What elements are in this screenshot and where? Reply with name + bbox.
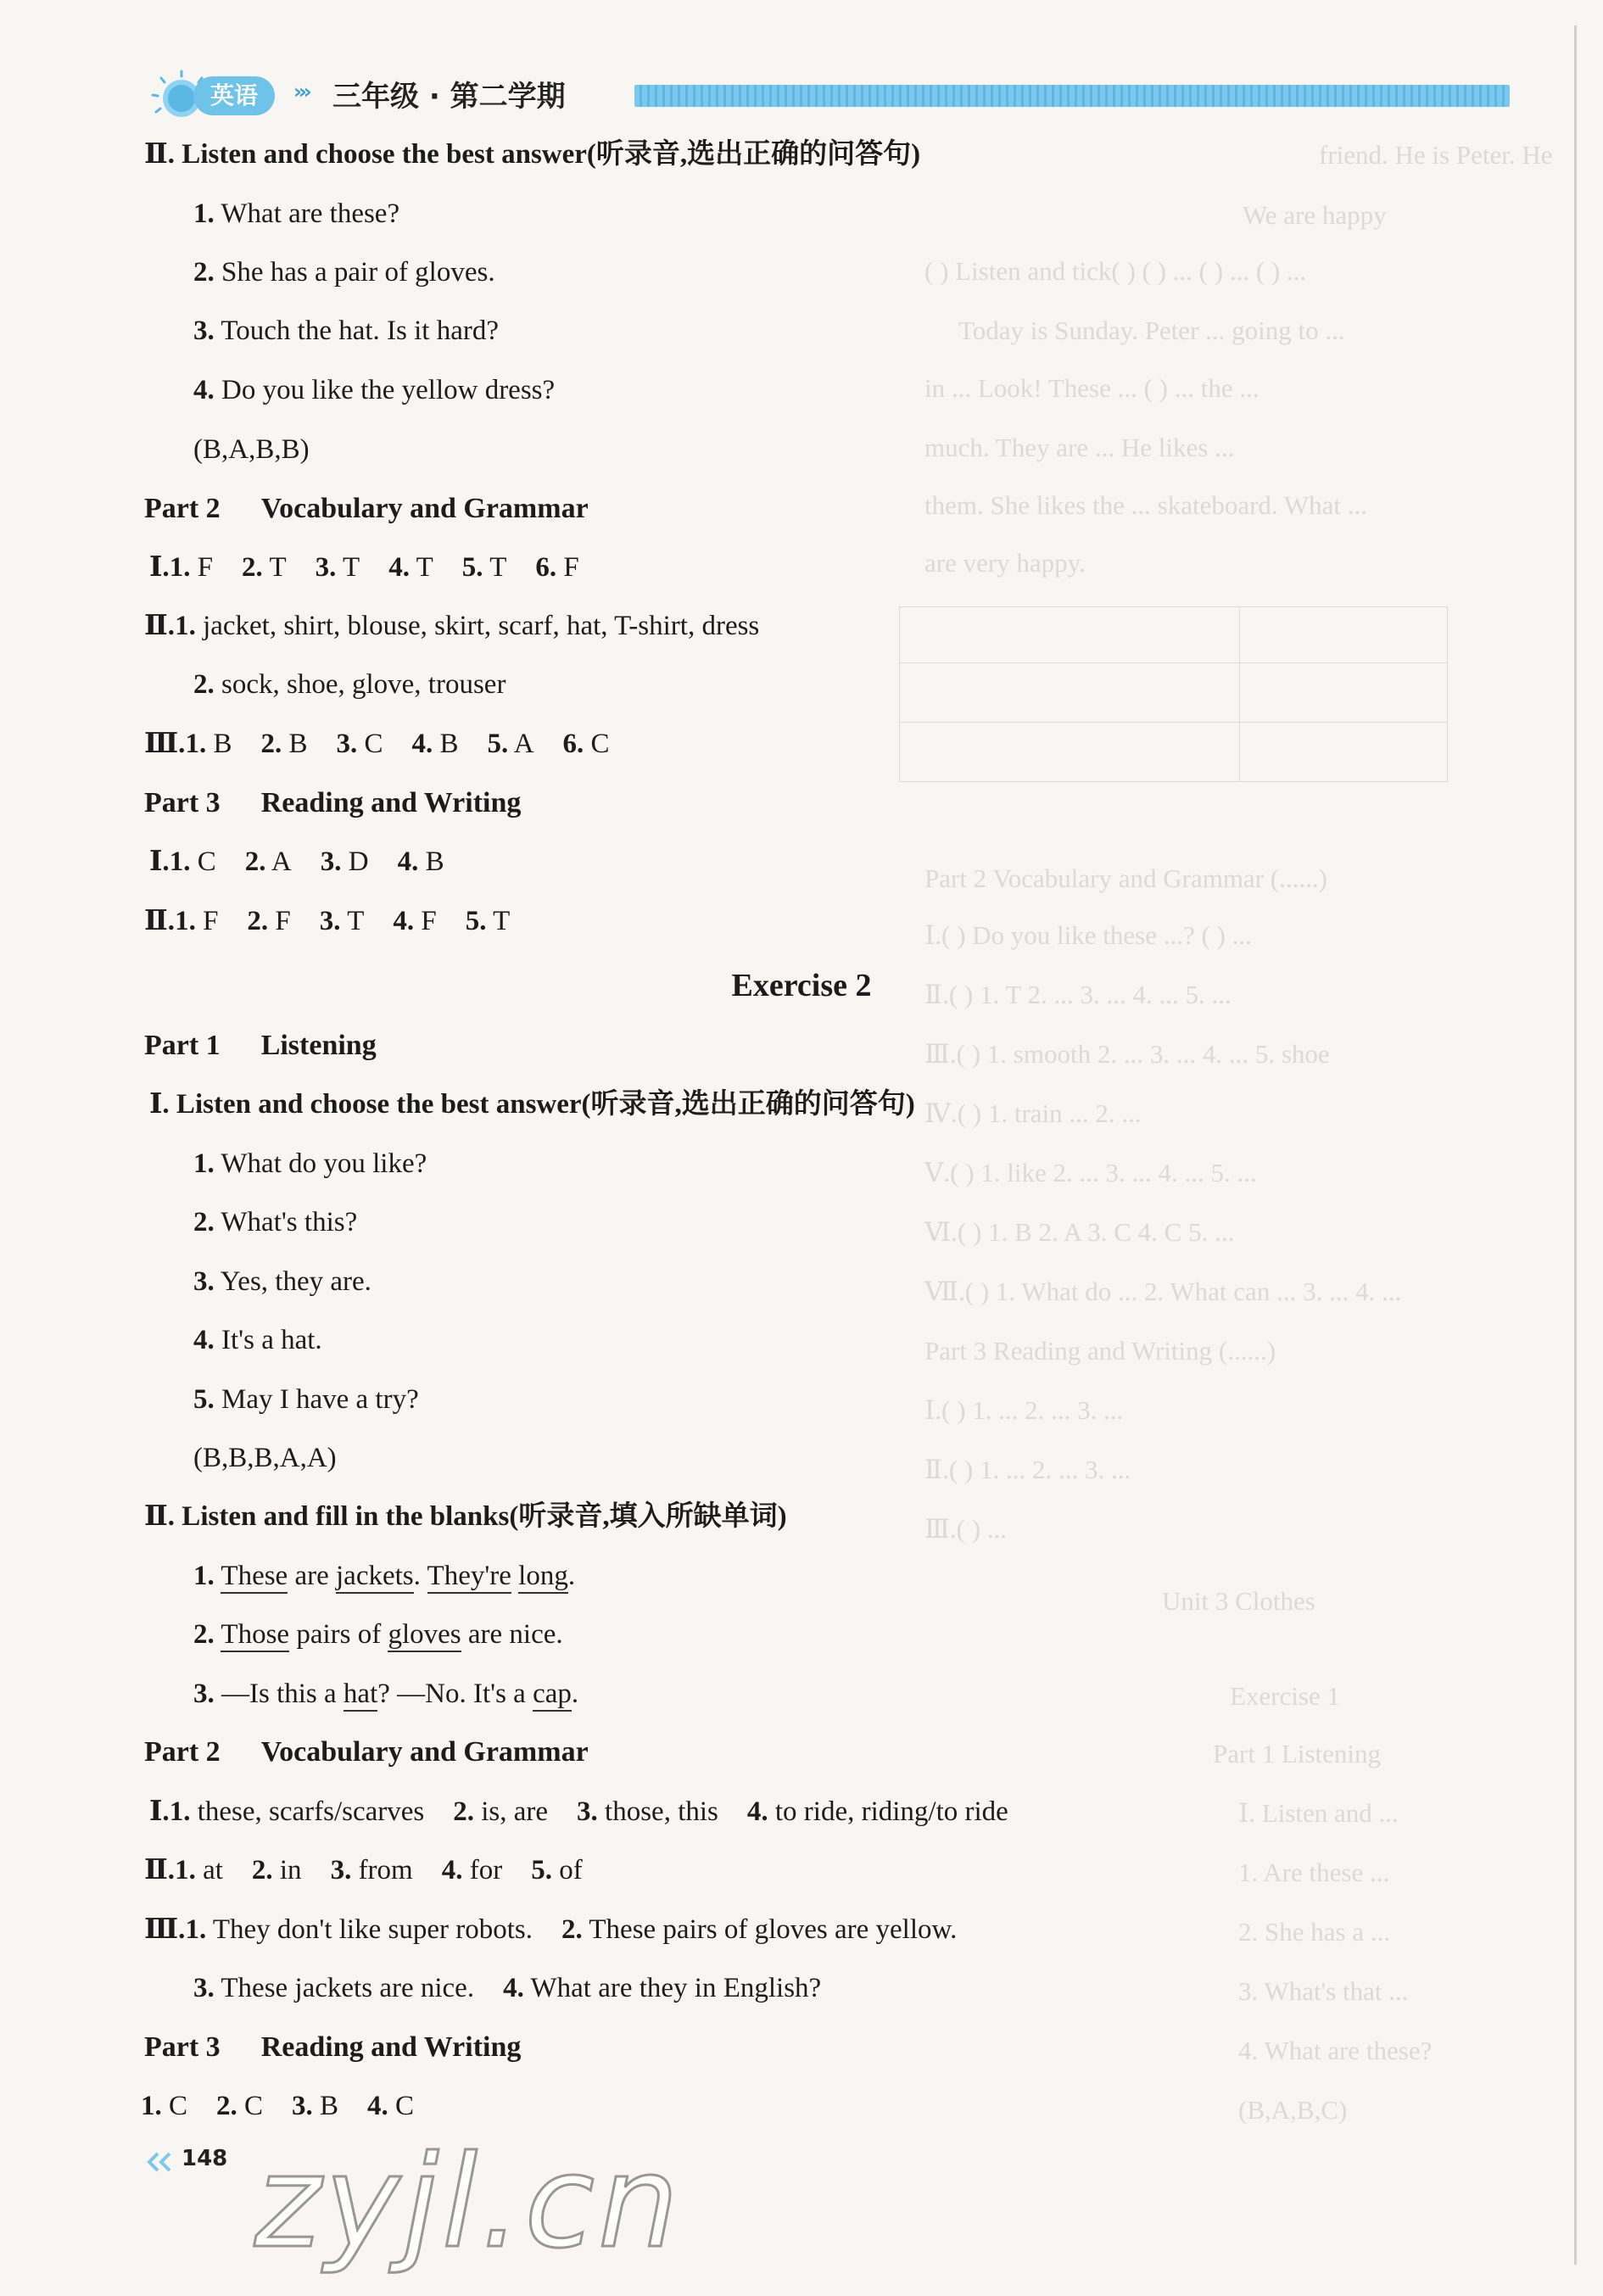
answer-row: Ⅲ.1. B 2. B 3. C 4. B 5. A 6. C <box>144 729 610 759</box>
bleed-through-text: friend. He is Peter. He <box>1319 140 1553 170</box>
answer-row: Ⅱ.1. jacket, shirt, blouse, skirt, scarf, hat, T-shirt, dress <box>144 611 760 641</box>
bleed-through-table <box>899 606 1448 782</box>
bleed-through-text: Exercise 1 <box>1230 1681 1340 1711</box>
bleed-through-text: Unit 3 Clothes <box>1162 1586 1315 1616</box>
list-item: 4. Do you like the yellow dress? <box>193 375 556 405</box>
bleed-through-text: We are happy <box>1243 200 1387 230</box>
header-arrows: ››› <box>293 80 309 103</box>
bleed-through-text: Ⅳ.( ) 1. train ... 2. ... <box>924 1098 1142 1128</box>
list-item: 2. What's this? <box>193 1207 358 1237</box>
bleed-through-text: Ⅲ.( ) ... <box>924 1514 1008 1544</box>
bleed-through-text: Ⅰ. Listen and ... <box>1238 1798 1399 1828</box>
section-heading: Ⅱ. Listen and choose the best answer(听录音,选出正确的问答句) <box>144 139 921 170</box>
answer-row: 2. sock, shoe, glove, trouser <box>193 669 506 700</box>
bleed-through-text: Ⅰ.( ) 1. ... 2. ... 3. ... <box>924 1395 1124 1425</box>
bleed-through-text: 3. What's that ... <box>1238 1976 1409 2006</box>
bleed-through-text: Ⅴ.( ) 1. like 2. ... 3. ... 4. ... 5. ... <box>924 1158 1257 1187</box>
section-heading: Ⅱ. Listen and fill in the blanks(听录音,填入所缺单词) <box>144 1501 787 1532</box>
part-heading: Part 2 Vocabulary and Grammar <box>144 1736 589 1768</box>
fill-blank-item: 3. —Is this a hat? —No. It's a cap. <box>193 1677 578 1711</box>
exercise-title: Exercise 2 <box>731 968 872 1003</box>
bleed-through-text: 4. What are these? <box>1238 2036 1433 2065</box>
bleed-through-text: 1. Are these ... <box>1238 1857 1390 1887</box>
answer-row: Ⅱ.1. F 2. F 3. T 4. F 5. T <box>144 906 511 936</box>
grade-term-label: 三年级 · 第二学期 <box>332 80 566 114</box>
list-item: 5. May I have a try? <box>193 1384 419 1415</box>
answer-row: 3. These jackets are nice. 4. What are they in English? <box>193 1973 822 2003</box>
answer-key: (B,B,B,A,A) <box>193 1443 337 1473</box>
bleed-through-text: Ⅰ.( ) Do you like these ...? ( ) ... <box>924 920 1252 950</box>
answer-row: Ⅰ.1. F 2. T 3. T 4. T 5. T 6. F <box>149 552 579 583</box>
answer-row: Ⅰ.1. C 2. A 3. D 4. B <box>149 846 444 877</box>
page-number: 148 <box>182 2146 228 2171</box>
bleed-through-text: Part 1 Listening <box>1213 1739 1382 1768</box>
answer-key: (B,A,B,B) <box>193 434 310 465</box>
answer-row: Ⅱ.1. at 2. in 3. from 4. for 5. of <box>144 1855 583 1885</box>
list-item: 3. Touch the hat. Is it hard? <box>193 316 499 346</box>
double-chevron-left-icon <box>144 2151 178 2173</box>
list-item: 4. It's a hat. <box>193 1325 322 1355</box>
page-header <box>144 70 1510 122</box>
fill-blank-item: 2. Those pairs of gloves are nice. <box>193 1617 563 1651</box>
bleed-through-text: ( ) Listen and tick( ) ( ) ... ( ) ... ( ) ... <box>924 256 1307 286</box>
part-heading: Part 3 Reading and Writing <box>144 787 522 818</box>
section-heading: Ⅰ. Listen and choose the best answer(听录音,选出正确的问答句) <box>149 1089 915 1120</box>
part-heading: Part 1 Listening <box>144 1030 377 1061</box>
answer-row: Ⅰ.1. these, scarfs/scarves 2. is, are 3. those, this 4. to ride, riding/to ride <box>149 1796 1008 1827</box>
subject-badge: 英语 <box>193 76 275 115</box>
bleed-through-text: Ⅵ.( ) 1. B 2. A 3. C 4. C 5. ... <box>924 1217 1235 1247</box>
bleed-through-text: Ⅱ.( ) 1. ... 2. ... 3. ... <box>924 1455 1131 1484</box>
page-edge-shadow <box>1574 25 1577 2265</box>
bleed-through-text: Ⅶ.( ) 1. What do ... 2. What can ... 3. ... 4. ... <box>924 1276 1402 1306</box>
bleed-through-text: Part 3 Reading and Writing (......) <box>924 1336 1276 1366</box>
list-item: 1. What do you like? <box>193 1148 427 1179</box>
watermark: zyjl.cn <box>254 2129 683 2276</box>
part-heading: Part 2 Vocabulary and Grammar <box>144 493 589 524</box>
bleed-through-text: Today is Sunday. Peter ... going to ... <box>958 316 1345 345</box>
bleed-through-text: are very happy. <box>924 548 1086 578</box>
header-stripe <box>634 85 1510 107</box>
fill-blank-item: 1. These are jackets. They're long. <box>193 1559 575 1593</box>
bleed-through-text: them. She likes the ... skateboard. What ... <box>924 490 1368 520</box>
list-item: 1. What are these? <box>193 198 400 229</box>
part-heading: Part 3 Reading and Writing <box>144 2031 522 2063</box>
list-item: 3. Yes, they are. <box>193 1266 371 1297</box>
bleed-through-text: 2. She has a ... <box>1238 1917 1391 1947</box>
list-item: 2. She has a pair of gloves. <box>193 257 495 288</box>
bleed-through-text: Ⅲ.( ) 1. smooth 2. ... 3. ... 4. ... 5. shoe <box>924 1039 1330 1069</box>
answer-row: Ⅲ.1. They don't like super robots. 2. These pairs of gloves are yellow. <box>144 1914 958 1945</box>
bleed-through-text: Part 2 Vocabulary and Grammar (......) <box>924 863 1327 893</box>
bleed-through-text: Ⅱ.( ) 1. T 2. ... 3. ... 4. ... 5. ... <box>924 980 1232 1009</box>
bleed-through-text: in ... Look! These ... ( ) ... the ... <box>924 373 1260 403</box>
answer-row: 1. C 2. C 3. B 4. C <box>141 2091 415 2121</box>
bleed-through-text: (B,A,B,C) <box>1238 2095 1348 2125</box>
bleed-through-text: much. They are ... He likes ... <box>924 433 1235 462</box>
